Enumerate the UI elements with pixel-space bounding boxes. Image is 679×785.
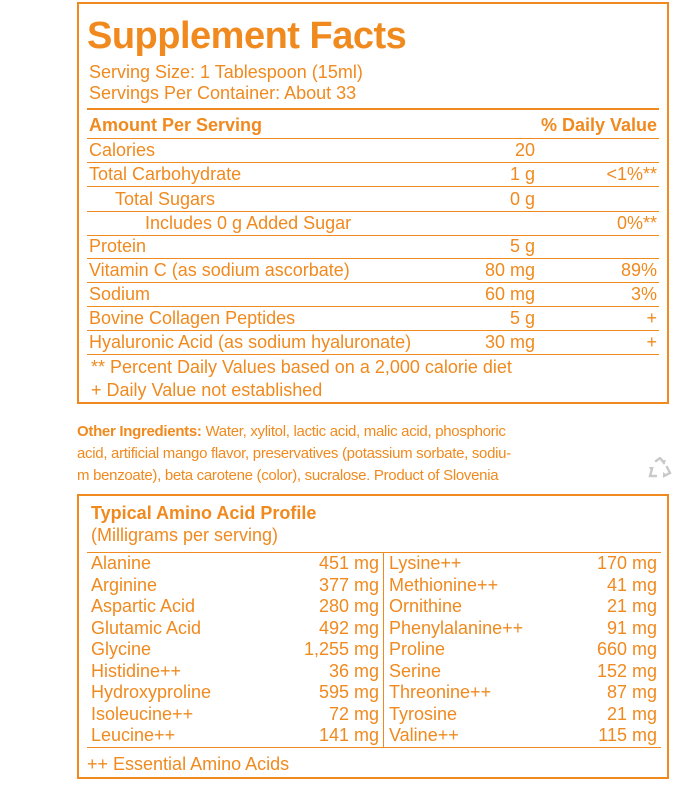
facts-row — [87, 235, 659, 259]
facts-title: Supplement Facts — [87, 15, 407, 57]
facts-row-name: Vitamin C (as sodium ascorbate) — [89, 260, 350, 280]
facts-row — [87, 259, 659, 283]
amino-value: 87 mg — [606, 682, 657, 702]
amino-value: 36 mg — [328, 660, 379, 681]
facts-row-amount: 1 g — [509, 164, 535, 184]
amino-column-right — [385, 553, 661, 747]
serving-size: Serving Size: 1 Tablespoon (15ml) — [89, 62, 363, 82]
facts-row — [87, 139, 659, 163]
amino-value: 152 mg — [596, 660, 657, 681]
amino-name: Isoleucine++ — [91, 703, 194, 724]
supplement-facts-panel — [77, 2, 669, 404]
amino-row — [385, 661, 661, 683]
amino-name: Hydroxyproline — [91, 682, 212, 702]
amino-row — [87, 639, 383, 661]
facts-row-daily-value: + — [646, 332, 657, 352]
facts-row-name: Hyaluronic Acid (as sodium hyaluronate) — [89, 332, 412, 352]
amino-value: 280 mg — [318, 596, 379, 616]
amino-column-left — [87, 553, 384, 747]
amino-value: 21 mg — [606, 596, 657, 616]
amino-row — [87, 575, 383, 597]
amino-name: Alanine — [91, 553, 152, 573]
amino-name: Proline — [389, 639, 446, 659]
facts-row — [87, 283, 659, 307]
amino-name: Methionine++ — [389, 574, 499, 595]
amino-value: 72 mg — [328, 703, 379, 724]
facts-row-amount: 60 mg — [484, 284, 535, 304]
amino-name: Glutamic Acid — [91, 617, 202, 638]
other-ingredients — [77, 421, 677, 487]
amino-row — [385, 639, 661, 661]
facts-row-amount: 20 — [514, 140, 535, 160]
amino-subtitle: (Milligrams per serving) — [91, 525, 279, 545]
other-ingredients-label: Other Ingredients: — [77, 423, 202, 440]
amino-name: Arginine — [91, 574, 158, 595]
facts-row — [87, 212, 659, 236]
amino-value: 170 mg — [596, 553, 657, 573]
header-daily-value: % Daily Value — [540, 115, 657, 135]
amino-row — [87, 725, 383, 747]
amino-value: 595 mg — [318, 682, 379, 702]
amino-row — [385, 596, 661, 618]
facts-row-amount: 0 g — [509, 189, 535, 209]
amino-name: Serine — [389, 660, 442, 681]
facts-row-daily-value: <1%** — [606, 164, 657, 184]
divider — [87, 108, 659, 110]
amino-value: 21 mg — [606, 703, 657, 724]
amino-value: 492 mg — [318, 617, 379, 638]
other-ingredients-line-3: m benzoate), beta carotene (color), sucralose. Product of Slovenia — [77, 467, 499, 484]
footnote-daily-values: ** Percent Daily Values based on a 2,000 calorie diet — [91, 357, 512, 377]
facts-row-daily-value: 0%** — [616, 213, 657, 233]
amino-row — [385, 553, 661, 575]
facts-row — [87, 331, 659, 355]
servings-per-container: Servings Per Container: About 33 — [89, 83, 357, 103]
amino-name: Histidine++ — [91, 660, 182, 681]
amino-name: Leucine++ — [91, 725, 176, 745]
amino-value: 141 mg — [318, 725, 379, 745]
amino-name: Aspartic Acid — [91, 596, 196, 616]
facts-row — [87, 163, 659, 187]
amino-value: 1,255 mg — [303, 639, 379, 659]
amino-name: Lysine++ — [389, 553, 462, 573]
facts-row-name: Total Carbohydrate — [89, 164, 242, 184]
facts-row — [87, 307, 659, 331]
amino-value: 115 mg — [598, 725, 657, 745]
facts-row-name: Bovine Collagen Peptides — [89, 308, 296, 328]
facts-row-amount: 30 mg — [484, 332, 535, 352]
amino-row — [385, 704, 661, 726]
amino-name: Tyrosine — [389, 703, 458, 724]
facts-row-name: Calories — [89, 140, 156, 160]
facts-row-name: Protein — [89, 236, 147, 256]
facts-row — [87, 188, 659, 212]
facts-row-name: Sodium — [89, 284, 151, 304]
amino-row — [87, 618, 383, 640]
amino-name: Phenylalanine++ — [389, 617, 524, 638]
facts-row-name: Total Sugars — [115, 189, 216, 209]
amino-row — [385, 618, 661, 640]
other-ingredients-line-1: Water, xylitol, lactic acid, malic acid, phosphoric — [201, 423, 506, 440]
facts-row-daily-value: 89% — [620, 260, 657, 280]
amino-value: 41 mg — [606, 574, 657, 595]
other-ingredients-line-2: acid, artificial mango flavor, preservatives (potassium sorbate, sodiu- — [77, 445, 511, 462]
amino-value: 660 mg — [596, 639, 657, 659]
amino-row — [87, 596, 383, 618]
amino-name: Ornithine — [389, 596, 463, 616]
amino-row — [87, 661, 383, 683]
amino-value: 91 mg — [606, 617, 657, 638]
amino-value: 451 mg — [318, 553, 379, 573]
amino-value: 377 mg — [318, 574, 379, 595]
amino-row — [87, 553, 383, 575]
amino-row — [87, 704, 383, 726]
amino-name: Glycine — [91, 639, 152, 659]
amino-row — [87, 682, 383, 704]
amino-row — [385, 575, 661, 597]
amino-name: Threonine++ — [389, 682, 492, 702]
amino-row — [385, 725, 661, 747]
header-amount-per-serving: Amount Per Serving — [89, 115, 263, 135]
amino-name: Valine++ — [389, 725, 459, 745]
amino-acid-profile — [77, 494, 669, 779]
facts-row-amount: 5 g — [509, 308, 535, 328]
amino-table — [87, 552, 661, 748]
facts-row-amount: 5 g — [509, 236, 535, 256]
recycle-icon — [647, 457, 673, 479]
facts-row-daily-value: + — [646, 308, 657, 328]
essential-amino-note: ++ Essential Amino Acids — [87, 754, 290, 774]
footnote-not-established: + Daily Value not established — [91, 380, 323, 400]
facts-row-amount: 80 mg — [484, 260, 535, 280]
facts-row-daily-value: 3% — [630, 284, 657, 304]
facts-row-name: Includes 0 g Added Sugar — [145, 213, 352, 233]
amino-title: Typical Amino Acid Profile — [91, 503, 317, 523]
amino-row — [385, 682, 661, 704]
